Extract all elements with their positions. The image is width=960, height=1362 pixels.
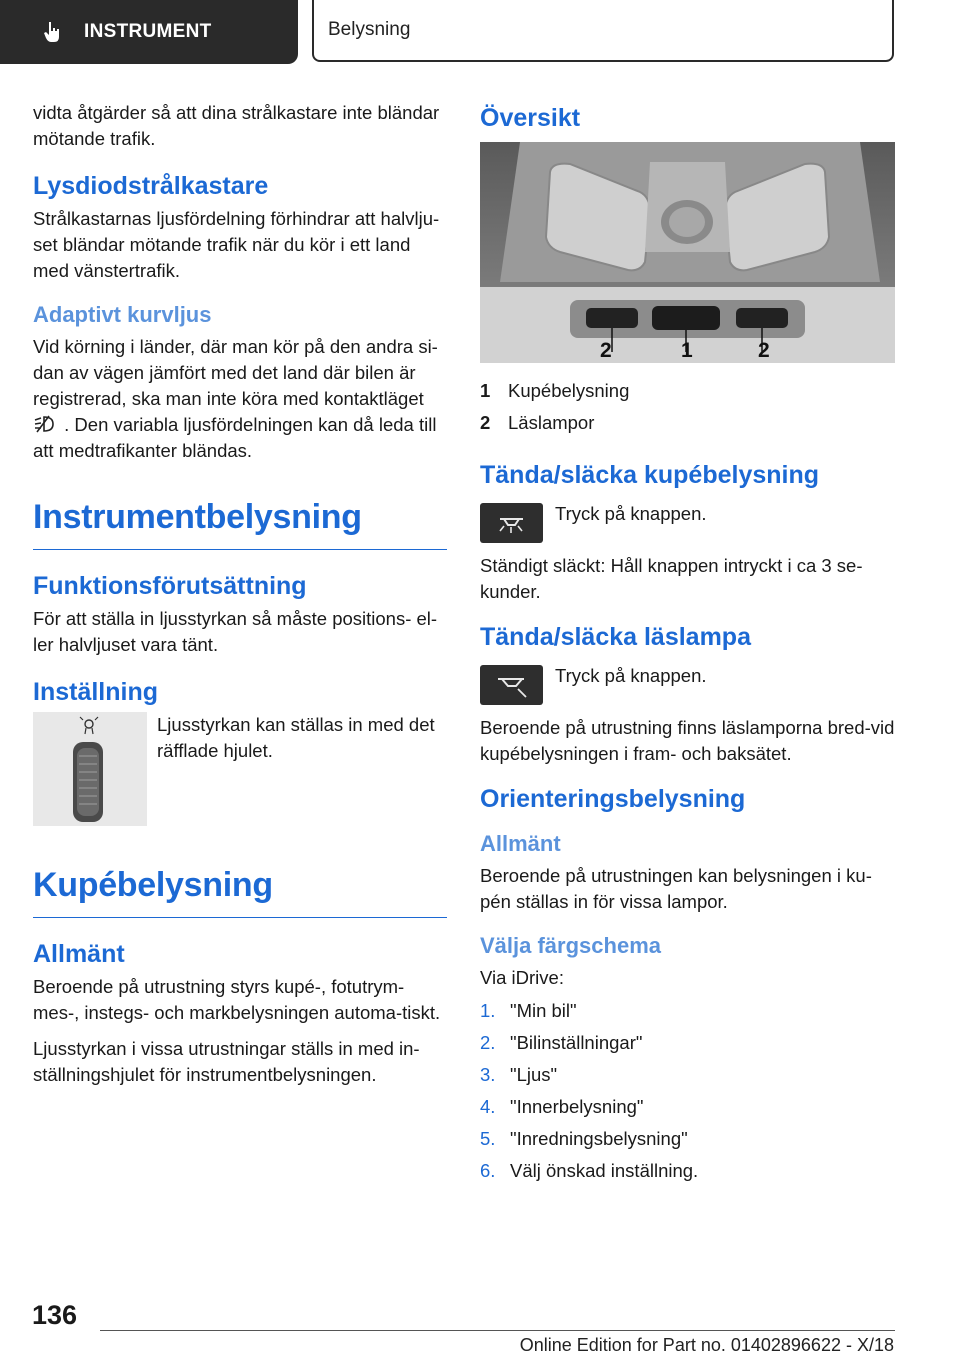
hand-pointer-icon [40, 20, 64, 44]
curve-text [33, 334, 447, 464]
page-header [0, 0, 960, 66]
legend-item [480, 375, 895, 407]
step-number: 1. [480, 1000, 496, 1021]
intro-text: vidta åtgärder så att dina strålkastare inte bländar mötande trafik. [33, 102, 440, 149]
general-text-1: Beroende på utrustning styrs kupé-, fotutrym-mes-, instegs- och markbelysningen automa-tiskt. [33, 976, 441, 1023]
photo-label-right: 2 [758, 339, 770, 362]
step-item [480, 1091, 895, 1123]
step-item [480, 1027, 895, 1059]
led-heading: Lysdiodstrålkastare [33, 172, 269, 200]
step-item [480, 1123, 895, 1155]
reading-light-icon [480, 665, 543, 705]
dome-light-icon [480, 503, 543, 543]
photo-label-left: 2 [600, 339, 612, 362]
instrument-lighting-heading: Instrumentbelysning [33, 498, 447, 550]
step-text: "Ljus" [510, 1064, 558, 1085]
step-item [480, 1059, 895, 1091]
step-item [480, 1155, 895, 1187]
legend [480, 375, 895, 439]
general-heading: Allmänt [33, 940, 125, 968]
chapter-tab[interactable] [0, 0, 298, 64]
curve-text-before: Vid körning i länder, där man kör på den andra si-dan av vägen jämfört med det land där bilen är registrerad, ska man inte köra med kontaktläget [33, 336, 438, 409]
interior-onoff-note: Ständigt släckt: Håll knappen intryckt i ca 3 se-kunder. [480, 555, 863, 602]
step-number: 2. [480, 1032, 496, 1053]
section-tab[interactable] [312, 0, 894, 62]
interior-button-text: Tryck på knappen. [555, 503, 707, 524]
interior-onoff-heading: Tända/släcka kupébelysning [480, 461, 820, 489]
via-idrive: Via iDrive: [480, 967, 564, 988]
step-number: 5. [480, 1128, 496, 1149]
legend-number: 2 [480, 412, 491, 433]
legend-label: Kupébelysning [508, 380, 630, 401]
general-text-2: Ljusstyrkan i vissa utrustningar ställs in med in-ställningshjulet för instrumentbelysningen. [33, 1038, 420, 1085]
interior-button-figure [480, 501, 895, 543]
reading-lamp-heading: Tända/släcka läslampa [480, 623, 751, 651]
page-number: 136 [32, 1300, 78, 1330]
reading-button-text: Tryck på knappen. [555, 665, 707, 686]
legend-item [480, 407, 895, 439]
reading-lamp-note: Beroende på utrustning finns läslamporna bred-vid kupébelysningen i fram- och baksätet. [480, 717, 895, 764]
function-text: För att ställa in ljusstyrkan så måste positions- el-ler halvljuset vara tänt. [33, 608, 438, 655]
step-number: 3. [480, 1064, 496, 1085]
legend-number: 1 [480, 380, 491, 401]
legend-label: Läslampor [508, 412, 595, 433]
interior-lighting-heading: Kupébelysning [33, 866, 447, 918]
footer-divider [100, 1330, 895, 1331]
orientation-text: Beroende på utrustningen kan belysningen i ku-pén ställas in för vissa lampor. [480, 865, 872, 912]
led-text: Strålkastarnas ljusfördelning förhindrar att halvlju-set bländar mötande trafik när du kör i ett land med vänstertrafik. [33, 208, 440, 281]
step-text: Välj önskad inställning. [510, 1160, 699, 1181]
step-text: "Innerbelysning" [510, 1096, 644, 1117]
chapter-label: INSTRUMENT [84, 21, 212, 42]
overhead-console-photo [480, 142, 895, 363]
orientation-general-heading: Allmänt [480, 831, 561, 856]
function-heading: Funktionsförutsättning [33, 572, 307, 600]
reading-light-button-image [480, 665, 543, 705]
step-number: 4. [480, 1096, 496, 1117]
orientation-heading: Orienteringsbelysning [480, 785, 746, 813]
steps-list [480, 995, 895, 1187]
left-column [33, 100, 447, 1098]
dial-icon [33, 712, 147, 826]
setting-heading: Inställning [33, 678, 158, 706]
edition-text: Online Edition for Part no. 01402896622 - X/18 [519, 1335, 894, 1355]
overview-heading: Översikt [480, 104, 581, 132]
overhead-console-illustration [480, 142, 895, 363]
color-scheme-heading: Välja färgschema [480, 933, 661, 958]
right-column [480, 100, 895, 1187]
step-item [480, 995, 895, 1027]
reading-button-figure [480, 663, 895, 705]
step-text: "Bilinställningar" [510, 1032, 643, 1053]
curve-text-after: . Den variabla ljusfördelningen kan då leda till att medtrafikanter bländas. [33, 414, 437, 461]
headlight-off-icon [33, 414, 57, 434]
setting-text: Ljusstyrkan kan ställas in med det räfflade hjulet. [157, 714, 435, 761]
step-text: "Inredningsbelysning" [510, 1128, 688, 1149]
dial-image [33, 712, 147, 826]
interior-light-button-image [480, 503, 543, 543]
photo-label-center: 1 [681, 339, 693, 362]
step-text: "Min bil" [510, 1000, 577, 1021]
section-label: Belysning [328, 19, 411, 40]
setting-figure [33, 712, 447, 826]
step-number: 6. [480, 1160, 496, 1181]
curve-heading: Adaptivt kurvljus [33, 302, 212, 327]
